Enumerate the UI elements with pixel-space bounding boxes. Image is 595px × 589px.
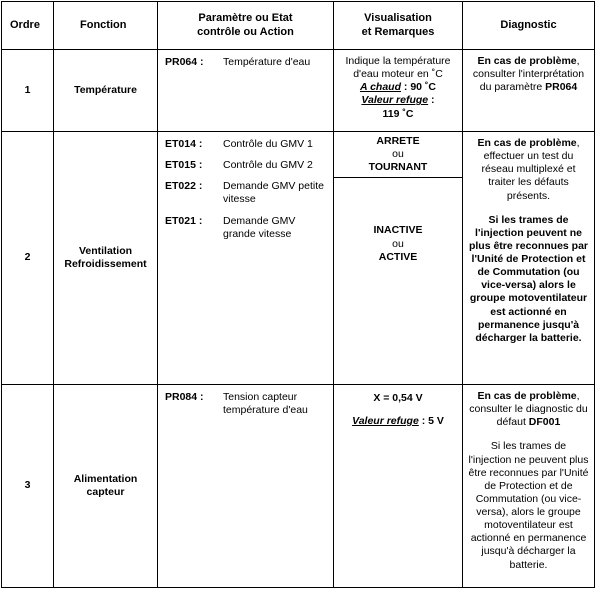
state-active: ACTIVE	[378, 250, 418, 263]
diag-bold: En cas de problème	[477, 390, 577, 402]
diag-gap	[468, 203, 589, 214]
visu-chaud	[337, 81, 459, 94]
param-entry	[165, 56, 329, 69]
diag-para-2: Si les trames de l'injection ne peuvent plus être reconnues par l'Unité de Protection et de Commutation (ou vice-versa), alors le groupe motoventilateur est actionné en permanence jusqu'à décharger la batterie.	[468, 440, 589, 571]
table-row	[2, 385, 595, 588]
row-ordre: 1	[2, 50, 54, 132]
row-ordre: 2	[2, 132, 54, 385]
param-entry	[165, 391, 329, 417]
diag-text: , effectuer un test du réseau multiplexé et traiter les défauts présents.	[481, 137, 580, 202]
param-label: Température d'eau	[223, 56, 311, 68]
state-arrete: ARRETE	[376, 135, 420, 147]
param-code: ET022 :	[165, 180, 203, 193]
diagnostic-table	[1, 1, 595, 588]
x-value: X = 0,54 V	[373, 392, 423, 404]
visu-refuge	[337, 94, 459, 107]
row-fonction: Ventilation Refroidissement	[54, 132, 158, 385]
state-inactive: INACTIVE	[373, 224, 423, 237]
row-visualisation	[334, 385, 463, 588]
chaud-label: A chaud	[359, 81, 401, 94]
refuge-value: 119 ˚C	[382, 107, 414, 120]
diag-para	[468, 137, 589, 203]
param-entry	[165, 159, 329, 172]
row-visualisation	[334, 132, 463, 385]
diag-text: , consulter le diagnostic du défaut	[469, 390, 588, 429]
param-code: ET015 :	[165, 159, 203, 172]
row-parametres	[158, 132, 334, 385]
header-row	[2, 2, 595, 50]
row-parametres	[158, 50, 334, 132]
diag-para	[468, 55, 589, 94]
param-label: Contrôle du GMV 1	[223, 138, 313, 150]
header-ordre: Ordre	[2, 2, 54, 50]
row-fonction: Alimentation capteur	[54, 385, 158, 588]
row-visualisation	[334, 50, 463, 132]
refuge-label: Valeur refuge	[361, 94, 429, 107]
param-code: ET021 :	[165, 214, 203, 227]
table-row	[2, 50, 595, 132]
visu-divider	[334, 177, 462, 178]
diag-bold-para: Si les trames de l'injection peuvent ne plus être reconnues par l'Unité de Protection et de Commutation (ou vice-versa) alors le groupe motoventilateur est actionné en permanence jusqu'à décharger la batterie.	[468, 213, 589, 344]
param-entry	[165, 180, 329, 206]
param-entry	[165, 215, 329, 241]
diag-para	[468, 390, 589, 429]
header-diagnostic: Diagnostic	[463, 2, 595, 50]
diag-ref: PR064	[545, 81, 578, 94]
state-tournant: TOURNANT	[368, 161, 428, 174]
param-code: ET014 :	[165, 138, 203, 150]
refuge-sep: :	[428, 94, 435, 107]
visu-text: Indique la température d'eau moteur en ˚C	[345, 55, 451, 81]
refuge-label: Valeur refuge	[352, 415, 419, 428]
table-row	[2, 132, 595, 385]
header-parametre: Paramètre ou Etat contrôle ou Action	[158, 2, 334, 50]
row-parametres	[158, 385, 334, 588]
diag-ref: DF001	[528, 416, 561, 429]
param-label: Contrôle du GMV 2	[223, 159, 313, 172]
param-entry	[165, 138, 329, 151]
header-fonction: Fonction	[54, 2, 158, 50]
row-diagnostic	[463, 385, 595, 588]
visu-gap	[337, 405, 459, 415]
diag-gap	[468, 429, 589, 440]
diag-text: , consulter l'interprétation du paramètre	[472, 55, 585, 94]
diag-bold: En cas de problème	[477, 55, 577, 67]
row-fonction: Température	[54, 50, 158, 132]
param-code: PR064 :	[165, 56, 204, 68]
param-label: Tension capteur température d'eau	[223, 391, 308, 417]
state-ou: ou	[392, 148, 404, 161]
state-ou: ou	[392, 237, 404, 250]
diag-bold: En cas de problème	[477, 137, 577, 149]
param-code: PR084 :	[165, 391, 204, 403]
param-label: Demande GMV petite vitesse	[223, 180, 324, 206]
row-diagnostic	[463, 132, 595, 385]
param-label: Demande GMV grande vitesse	[223, 214, 296, 240]
visu-spacer	[337, 180, 459, 224]
refuge-value: : 5 V	[418, 415, 444, 428]
visu-refuge	[337, 415, 459, 428]
row-diagnostic	[463, 50, 595, 132]
row-ordre: 3	[2, 385, 54, 588]
chaud-value: : 90 ˚C	[401, 81, 437, 94]
header-visualisation: Visualisation et Remarques	[334, 2, 463, 50]
